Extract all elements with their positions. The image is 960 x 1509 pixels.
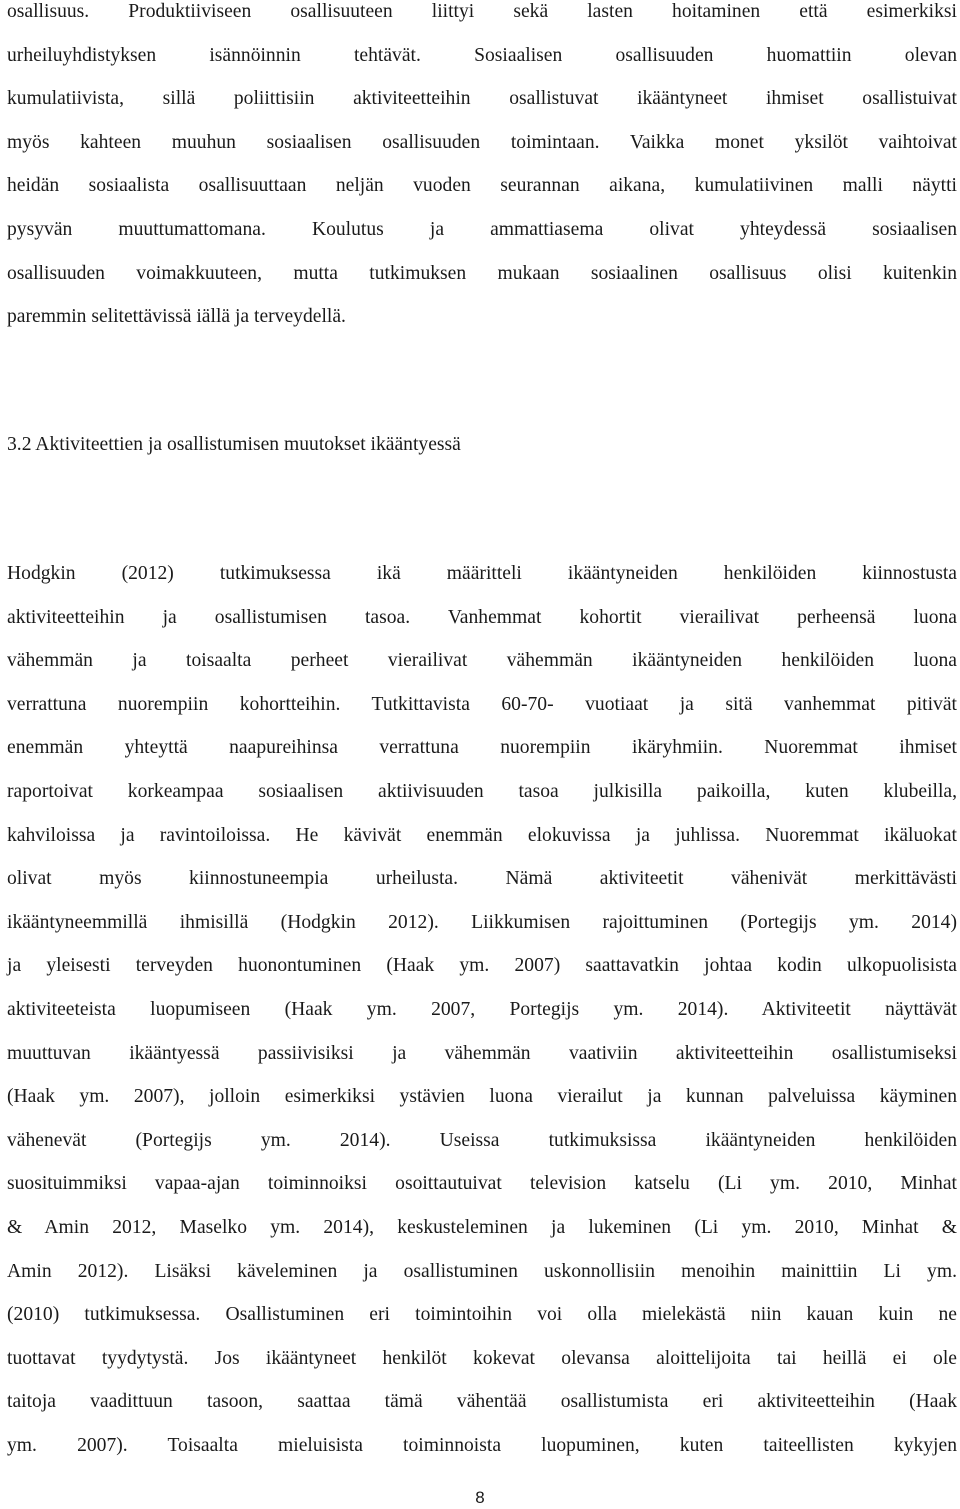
section-heading: 3.2 Aktiviteettien ja osallistumisen muutokset ikääntyessä	[7, 434, 461, 455]
text-line: tuottavat tyydytystä. Jos ikääntyneet henkilöt kokevat olevansa aloittelijoita tai heillä ei ole	[7, 1347, 957, 1369]
text-line: aktiviteeteista luopumiseen (Haak ym. 2007, Portegijs ym. 2014). Aktiviteetit näyttävät	[7, 998, 957, 1020]
document-page	[7, 0, 957, 1456]
body-paragraph	[7, 552, 957, 1467]
text-line: (2010) tutkimuksessa. Osallistuminen eri toimintoihin voi olla mielekästä niin kauan kuin ne	[7, 1304, 957, 1326]
text-line: kahviloissa ja ravintoiloissa. He kävivät enemmän elokuvissa ja juhlissa. Nuoremmat ikäluokat	[7, 824, 957, 846]
text-line: suosituimmiksi vapaa-ajan toiminnoiksi osoittautuivat television katselu (Li ym. 2010, Minhat	[7, 1173, 957, 1195]
text-line: raportoivat korkeampaa sosiaalisen aktiivisuuden tasoa julkisilla paikoilla, kuten klubeilla,	[7, 780, 957, 802]
text-line: verrattuna nuorempiin kohortteihin. Tutkittavista 60-70- vuotiaat ja sitä vanhemmat pitivät	[7, 693, 957, 715]
text-line: ym. 2007). Toisaalta mieluisista toiminnoista luopuminen, kuten taiteellisten kykyjen	[7, 1434, 957, 1456]
text-line: heidän sosiaalista osallisuuttaan neljän vuoden seurannan aikana, kumulatiivinen malli näytti	[7, 175, 957, 197]
text-line: vähenevät (Portegijs ym. 2014). Useissa tutkimuksissa ikääntyneiden henkilöiden	[7, 1129, 957, 1151]
text-line: urheiluyhdistyksen isännöinnin tehtävät. Sosiaalisen osallisuuden huomattiin olevan	[7, 44, 957, 66]
page-number: 8	[475, 1488, 485, 1507]
text-line: aktiviteetteihin ja osallistumisen tasoa. Vanhemmat kohortit vierailivat perheensä luona	[7, 606, 957, 628]
text-line: vähemmän ja toisaalta perheet vierailivat vähemmän ikääntyneiden henkilöiden luona	[7, 650, 957, 672]
text-line: pysyvän muuttumattomana. Koulutus ja ammattiasema olivat yhteydessä sosiaalisen	[7, 218, 957, 240]
text-line: ja yleisesti terveyden huonontuminen (Haak ym. 2007) saattavatkin johtaa kodin ulkopuolisista	[7, 955, 957, 977]
text-line: enemmän yhteyttä naapureihinsa verrattuna nuorempiin ikäryhmiin. Nuoremmat ihmiset	[7, 737, 957, 759]
text-line: osallisuus. Produktiiviseen osallisuuteen liittyi sekä lasten hoitaminen että esimerkiksi	[7, 1, 957, 22]
text-line: muuttuvan ikääntyessä passiivisiksi ja vähemmän vaativiin aktiviteetteihin osallistumiseksi	[7, 1042, 957, 1064]
text-line: & Amin 2012, Maselko ym. 2014), keskusteleminen ja lukeminen (Li ym. 2010, Minhat &	[7, 1216, 957, 1238]
text-line: Amin 2012). Lisäksi käveleminen ja osallistuminen uskonnollisiin menoihin mainittiin Li ym.	[7, 1260, 957, 1282]
text-line: olivat myös kiinnostuneempia urheilusta. Nämä aktiviteetit vähenivät merkittävästi	[7, 868, 957, 890]
text-line: kumulatiivista, sillä poliittisiin aktiviteetteihin osallistuvat ikääntyneet ihmiset osallistuivat	[7, 88, 957, 110]
text-line: taitoja vaadittuun tasoon, saattaa tämä vähentää osallistumista eri aktiviteetteihin (Haak	[7, 1391, 957, 1413]
text-line: paremmin selitettävissä iällä ja terveydellä.	[7, 306, 346, 328]
text-line: ikääntyneemmillä ihmisillä (Hodgkin 2012). Liikkumisen rajoittuminen (Portegijs ym. 2014)	[7, 911, 957, 933]
text-line: (Haak ym. 2007), jolloin esimerkiksi ystävien luona vierailut ja kunnan palveluissa käyminen	[7, 1086, 957, 1108]
body-paragraph	[7, 0, 957, 339]
text-line: osallisuuden voimakkuuteen, mutta tutkimuksen mukaan sosiaalinen osallisuus olisi kuitenkin	[7, 262, 957, 284]
text-line: myös kahteen muuhun sosiaalisen osallisuuden toimintaan. Vaikka monet yksilöt vaihtoivat	[7, 131, 957, 153]
text-line: Hodgkin (2012) tutkimuksessa ikä määritteli ikääntyneiden henkilöiden kiinnostusta	[7, 563, 957, 584]
